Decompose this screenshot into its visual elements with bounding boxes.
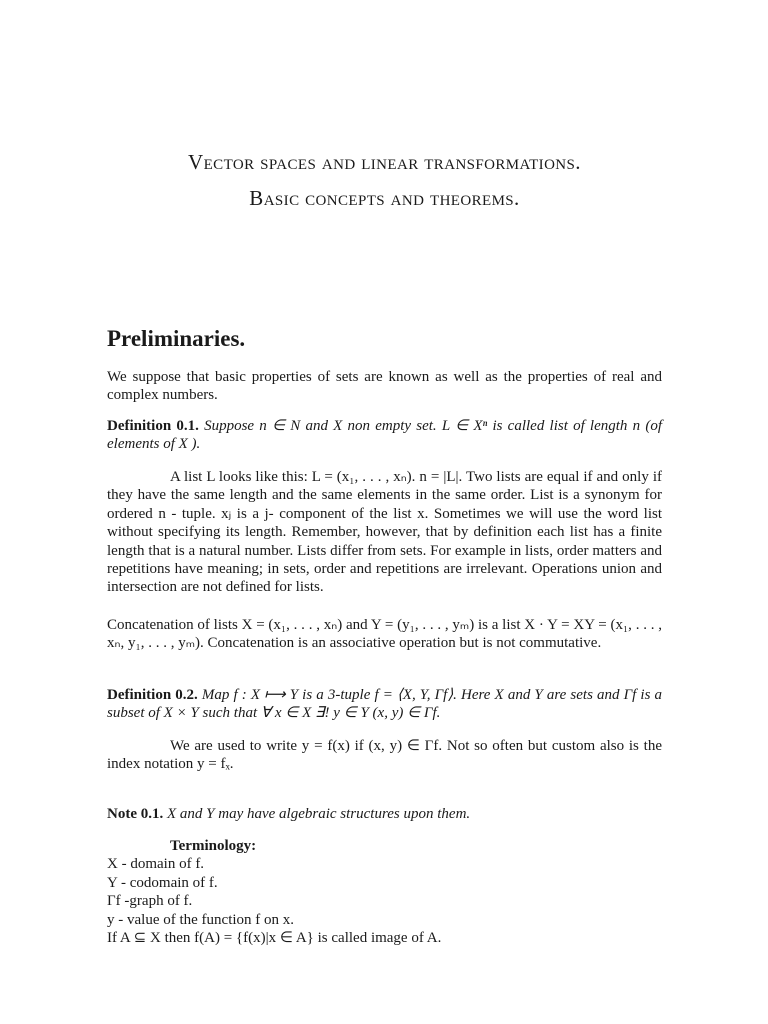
section-heading: Preliminaries. (107, 326, 246, 351)
terminology-item: y - value of the function f on x. (107, 911, 295, 928)
list-text: A list L looks like this: L = (x₁, . . . , xₙ). n = |L|. Two lists are equal if and only if they have the same length and the same elements in the same order. List is a synonym for ordered n - tuple. xⱼ is a j- component of the list x. Sometimes we will use the word list without specifying its length. Remember, however, that by definition each list has a finite length that is a natural number. Lists differ from sets. For example in lists, order matters and repetitions have meaning; in sets, order and repetitions are irrelevant. Operations union and intersection are not defined for lists. (107, 469, 662, 596)
note-0-1 (107, 805, 662, 823)
notation-text: We are used to write y = f(x) if (x, y) ∈ Γf. Not so often but custom also is the index notation y = fₓ. (107, 738, 662, 773)
definition-label: Definition 0.1. (107, 418, 199, 434)
terminology-item: Γf -graph of f. (107, 893, 193, 910)
note-text: X and Y may have algebraic structures upon them. (167, 806, 471, 822)
terminology-heading: Terminology: (170, 838, 257, 854)
concatenation-text: Concatenation of lists X = (x₁, . . . , xₙ) and Y = (y₁, . . . , yₘ) is a list X · Y = XY = (x₁, . . . , xₙ, y₁, . . . , yₘ). Concatenation is an associative operation but is not commutative. (107, 617, 662, 652)
concatenation-paragraph (107, 616, 662, 653)
definition-text: Map f : X ⟼ Y is a 3-tuple f = ⟨X, Y, Γf⟩. Here X and Y are sets and Γf is a subset of X × Y such that ∀ x ∈ X ∃! y ∈ Y (x, y) ∈ Γf. (107, 687, 663, 722)
list-paragraph (107, 468, 662, 597)
terminology-block (107, 837, 662, 947)
definition-0-1 (107, 417, 662, 454)
intro-paragraph (107, 368, 662, 405)
definition-0-2 (107, 686, 662, 723)
terminology-item: Y - codomain of f. (107, 874, 218, 891)
terminology-item: If A ⊆ X then f(A) = {f(x)|x ∈ A} is called image of A. (107, 930, 442, 947)
note-label: Note 0.1. (107, 806, 164, 822)
document-title-line-2: Basic concepts and theorems. (249, 186, 520, 210)
definition-label: Definition 0.2. (107, 687, 198, 703)
notation-paragraph (107, 737, 662, 774)
intro-text: We suppose that basic properties of sets are known as well as the properties of real and complex numbers. (107, 369, 662, 404)
definition-text: Suppose n ∈ N and X non empty set. L ∈ Xⁿ is called list of length n (of elements of X ). (107, 418, 662, 453)
document-title-line-1: Vector spaces and linear transformations. (188, 150, 581, 174)
terminology-item: X - domain of f. (107, 856, 205, 873)
